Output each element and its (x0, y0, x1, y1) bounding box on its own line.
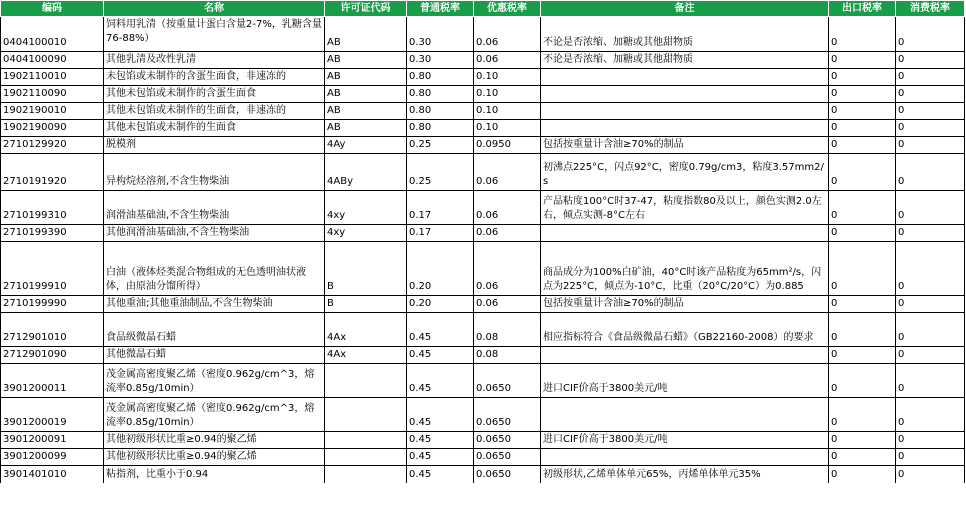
cell-general-rate[interactable]: 0.80 (407, 86, 474, 103)
cell-name[interactable]: 粘指剂，比重小于0.94 (104, 466, 325, 483)
cell-license[interactable]: AB (325, 69, 407, 86)
table-row (1, 449, 965, 466)
cell-code[interactable]: 1902110010 (1, 69, 104, 86)
cell-general-rate[interactable]: 0.20 (407, 242, 474, 296)
cell-export-rate[interactable]: 0 (829, 398, 896, 432)
col-header-preferential-rate[interactable]: 优惠税率 (474, 1, 541, 17)
cell-remarks[interactable]: 进口CIF价高于3800美元/吨 (541, 364, 829, 398)
table-row (1, 137, 965, 154)
cell-remarks[interactable]: 不论是否浓缩、加糖或其他甜物质 (541, 52, 829, 69)
cell-license[interactable]: AB (325, 86, 407, 103)
cell-license[interactable]: 4Ax (325, 347, 407, 364)
cell-export-rate[interactable]: 0 (829, 347, 896, 364)
cell-name[interactable]: 未包馅或未制作的含蛋生面食，非速冻的 (104, 69, 325, 86)
cell-license[interactable]: 4xy (325, 191, 407, 225)
table-row (1, 313, 965, 347)
col-header-code[interactable]: 编码 (1, 1, 104, 17)
cell-consumption-rate[interactable]: 0 (896, 364, 965, 398)
cell-consumption-rate[interactable]: 0 (896, 466, 965, 483)
cell-export-rate[interactable]: 0 (829, 191, 896, 225)
cell-code[interactable]: 1902110090 (1, 86, 104, 103)
cell-code[interactable]: 0404100090 (1, 52, 104, 69)
cell-remarks[interactable]: 相应指标符合《食品级微晶石蜡》（GB22160-2008）的要求 (541, 313, 829, 347)
cell-export-rate[interactable]: 0 (829, 120, 896, 137)
cell-name[interactable]: 其他初级形状比重≥0.94的聚乙烯 (104, 432, 325, 449)
table-row (1, 120, 965, 137)
cell-license[interactable]: B (325, 296, 407, 313)
cell-remarks[interactable]: 包括按重量计含油≥70%的制品 (541, 296, 829, 313)
table-row (1, 86, 965, 103)
cell-general-rate[interactable]: 0.45 (407, 347, 474, 364)
col-header-remarks[interactable]: 备注 (541, 1, 829, 17)
cell-consumption-rate[interactable]: 0 (896, 154, 965, 191)
col-header-general-rate[interactable]: 普通税率 (407, 1, 474, 17)
cell-remarks[interactable]: 包括按重量计含油≥70%的制品 (541, 137, 829, 154)
cell-code[interactable]: 1902190010 (1, 103, 104, 120)
cell-export-rate[interactable]: 0 (829, 432, 896, 449)
cell-license[interactable]: 4Ax (325, 313, 407, 347)
cell-general-rate[interactable]: 0.25 (407, 137, 474, 154)
cell-name[interactable]: 其他润滑油基础油,不含生物柴油 (104, 225, 325, 242)
cell-consumption-rate[interactable]: 0 (896, 313, 965, 347)
cell-name[interactable]: 饲料用乳清（按重量计蛋白含量2-7%，乳糖含量76-88%） (104, 17, 325, 52)
table-row (1, 296, 965, 313)
table-row (1, 364, 965, 398)
cell-preferential-rate[interactable]: 0.0650 (474, 364, 541, 398)
cell-general-rate[interactable]: 0.45 (407, 432, 474, 449)
table-row (1, 52, 965, 69)
cell-name[interactable]: 异构烷烃溶剂,不含生物柴油 (104, 154, 325, 191)
table-row (1, 466, 965, 483)
cell-preferential-rate[interactable]: 0.0650 (474, 449, 541, 466)
cell-preferential-rate[interactable]: 0.06 (474, 17, 541, 52)
cell-preferential-rate[interactable]: 0.0650 (474, 466, 541, 483)
cell-remarks[interactable] (541, 347, 829, 364)
cell-preferential-rate[interactable]: 0.06 (474, 242, 541, 296)
cell-consumption-rate[interactable]: 0 (896, 52, 965, 69)
cell-code[interactable]: 2712901090 (1, 347, 104, 364)
cell-name[interactable]: 茂金属高密度聚乙烯（密度0.962g/cm^3，熔流率0.85g/10min） (104, 364, 325, 398)
table-row (1, 432, 965, 449)
cell-remarks[interactable]: 初级形状,乙烯单体单元65%，丙烯单体单元35% (541, 466, 829, 483)
cell-remarks[interactable] (541, 69, 829, 86)
cell-remarks[interactable]: 初沸点225°C，闪点92°C，密度0.79g/cm3，粘度3.57mm2/s (541, 154, 829, 191)
cell-preferential-rate[interactable]: 0.06 (474, 52, 541, 69)
cell-preferential-rate[interactable]: 0.0950 (474, 137, 541, 154)
cell-license[interactable]: AB (325, 103, 407, 120)
cell-remarks[interactable]: 产品粘度100°C时37-47，粘度指数80及以上，颜色实测2.0左右，倾点实测-8°C左右 (541, 191, 829, 225)
cell-name[interactable]: 茂金属高密度聚乙烯（密度0.962g/cm^3，熔流率0.85g/10min） (104, 398, 325, 432)
cell-remarks[interactable] (541, 86, 829, 103)
cell-export-rate[interactable]: 0 (829, 69, 896, 86)
cell-preferential-rate[interactable]: 0.10 (474, 120, 541, 137)
cell-export-rate[interactable]: 0 (829, 137, 896, 154)
table-row (1, 154, 965, 191)
cell-consumption-rate[interactable]: 0 (896, 398, 965, 432)
cell-code[interactable]: 3901200019 (1, 398, 104, 432)
cell-code[interactable]: 1902190090 (1, 120, 104, 137)
cell-consumption-rate[interactable]: 0 (896, 69, 965, 86)
cell-license[interactable]: AB (325, 17, 407, 52)
table-row (1, 69, 965, 86)
cell-code[interactable]: 3901401010 (1, 466, 104, 483)
cell-general-rate[interactable]: 0.17 (407, 225, 474, 242)
cell-preferential-rate[interactable]: 0.10 (474, 86, 541, 103)
cell-remarks[interactable] (541, 225, 829, 242)
cell-preferential-rate[interactable]: 0.06 (474, 296, 541, 313)
cell-export-rate[interactable]: 0 (829, 225, 896, 242)
cell-consumption-rate[interactable]: 0 (896, 103, 965, 120)
cell-license[interactable]: AB (325, 52, 407, 69)
cell-code[interactable]: 2710199390 (1, 225, 104, 242)
cell-remarks[interactable] (541, 120, 829, 137)
table-row (1, 225, 965, 242)
cell-name[interactable]: 其他乳清及改性乳清 (104, 52, 325, 69)
cell-consumption-rate[interactable]: 0 (896, 225, 965, 242)
cell-code[interactable]: 2710191920 (1, 154, 104, 191)
cell-export-rate[interactable]: 0 (829, 364, 896, 398)
cell-license[interactable]: B (325, 242, 407, 296)
cell-name[interactable]: 脱模剂 (104, 137, 325, 154)
cell-code[interactable]: 2712901010 (1, 313, 104, 347)
cell-general-rate[interactable]: 0.20 (407, 296, 474, 313)
cell-name[interactable]: 其他初级形状比重≥0.94的聚乙烯 (104, 449, 325, 466)
cell-export-rate[interactable]: 0 (829, 103, 896, 120)
cell-preferential-rate[interactable]: 0.08 (474, 313, 541, 347)
col-header-export-rate[interactable]: 出口税率 (829, 1, 896, 17)
cell-preferential-rate[interactable]: 0.10 (474, 103, 541, 120)
cell-consumption-rate[interactable]: 0 (896, 86, 965, 103)
cell-general-rate[interactable]: 0.30 (407, 52, 474, 69)
cell-license[interactable] (325, 364, 407, 398)
header-row (1, 1, 965, 17)
col-header-name[interactable]: 名称 (104, 1, 325, 17)
cell-code[interactable]: 2710129920 (1, 137, 104, 154)
cell-preferential-rate[interactable]: 0.08 (474, 347, 541, 364)
cell-code[interactable]: 3901200091 (1, 432, 104, 449)
cell-preferential-rate[interactable]: 0.0650 (474, 432, 541, 449)
cell-export-rate[interactable]: 0 (829, 313, 896, 347)
table-row (1, 347, 965, 364)
cell-license[interactable] (325, 398, 407, 432)
cell-general-rate[interactable]: 0.80 (407, 103, 474, 120)
cell-name[interactable]: 食品级微晶石蜡 (104, 313, 325, 347)
cell-name[interactable]: 其他微晶石蜡 (104, 347, 325, 364)
cell-remarks[interactable] (541, 449, 829, 466)
cell-preferential-rate[interactable]: 0.06 (474, 191, 541, 225)
cell-code[interactable]: 3901200099 (1, 449, 104, 466)
table-row (1, 242, 965, 296)
cell-export-rate[interactable]: 0 (829, 17, 896, 52)
cell-name[interactable]: 白油（液体烃类混合物组成的无色透明油状液体，由原油分馏所得） (104, 242, 325, 296)
cell-export-rate[interactable]: 0 (829, 449, 896, 466)
cell-license[interactable] (325, 432, 407, 449)
cell-consumption-rate[interactable]: 0 (896, 432, 965, 449)
cell-export-rate[interactable]: 0 (829, 86, 896, 103)
cell-consumption-rate[interactable]: 0 (896, 242, 965, 296)
col-header-consumption-rate[interactable]: 消费税率 (896, 1, 965, 17)
cell-consumption-rate[interactable]: 0 (896, 137, 965, 154)
cell-export-rate[interactable]: 0 (829, 466, 896, 483)
table-row (1, 103, 965, 120)
cell-remarks[interactable]: 不论是否浓缩、加糖或其他甜物质 (541, 17, 829, 52)
cell-general-rate[interactable]: 0.80 (407, 69, 474, 86)
cell-consumption-rate[interactable]: 0 (896, 17, 965, 52)
cell-code[interactable]: 3901200011 (1, 364, 104, 398)
cell-code[interactable]: 0404100010 (1, 17, 104, 52)
cell-code[interactable]: 2710199910 (1, 242, 104, 296)
cell-license[interactable] (325, 466, 407, 483)
cell-consumption-rate[interactable]: 0 (896, 120, 965, 137)
cell-general-rate[interactable]: 0.30 (407, 17, 474, 52)
cell-license[interactable]: 4ABy (325, 154, 407, 191)
cell-name[interactable]: 润滑油基础油,不含生物柴油 (104, 191, 325, 225)
cell-preferential-rate[interactable]: 0.06 (474, 225, 541, 242)
col-header-license[interactable]: 许可证代码 (325, 1, 407, 17)
cell-code[interactable]: 2710199990 (1, 296, 104, 313)
table-row (1, 191, 965, 225)
cell-general-rate[interactable]: 0.45 (407, 364, 474, 398)
cell-general-rate[interactable]: 0.17 (407, 191, 474, 225)
cell-export-rate[interactable]: 0 (829, 296, 896, 313)
cell-license[interactable]: 4Ay (325, 137, 407, 154)
cell-license[interactable] (325, 449, 407, 466)
cell-consumption-rate[interactable]: 0 (896, 347, 965, 364)
cell-code[interactable]: 2710199310 (1, 191, 104, 225)
cell-license[interactable]: 4xy (325, 225, 407, 242)
cell-export-rate[interactable]: 0 (829, 154, 896, 191)
cell-remarks[interactable]: 商品成分为100%白矿油，40°C时该产品粘度为65mm²/s，闪点为225°C，倾点为-10°C，比重（20°C/20°C）为0.885 (541, 242, 829, 296)
cell-preferential-rate[interactable]: 0.10 (474, 69, 541, 86)
cell-remarks[interactable] (541, 103, 829, 120)
cell-consumption-rate[interactable]: 0 (896, 296, 965, 313)
cell-preferential-rate[interactable]: 0.06 (474, 154, 541, 191)
cell-name[interactable]: 其他重油;其他重油制品,不含生物柴油 (104, 296, 325, 313)
cell-export-rate[interactable]: 0 (829, 242, 896, 296)
cell-general-rate[interactable]: 0.45 (407, 398, 474, 432)
table-row (1, 398, 965, 432)
cell-export-rate[interactable]: 0 (829, 52, 896, 69)
cell-general-rate[interactable]: 0.25 (407, 154, 474, 191)
cell-consumption-rate[interactable]: 0 (896, 449, 965, 466)
cell-general-rate[interactable]: 0.45 (407, 449, 474, 466)
table-row (1, 17, 965, 52)
cell-consumption-rate[interactable]: 0 (896, 191, 965, 225)
cell-name[interactable]: 其他未包馅或未制作的含蛋生面食 (104, 86, 325, 103)
cell-name[interactable]: 其他未包馅或未制作的生面食 (104, 120, 325, 137)
cell-remarks[interactable] (541, 398, 829, 432)
cell-general-rate[interactable]: 0.45 (407, 466, 474, 483)
cell-name[interactable]: 其他未包馅或未制作的生面食，非速冻的 (104, 103, 325, 120)
cell-general-rate[interactable]: 0.80 (407, 120, 474, 137)
cell-preferential-rate[interactable]: 0.0650 (474, 398, 541, 432)
cell-license[interactable]: AB (325, 120, 407, 137)
cell-general-rate[interactable]: 0.45 (407, 313, 474, 347)
cell-remarks[interactable]: 进口CIF价高于3800美元/吨 (541, 432, 829, 449)
